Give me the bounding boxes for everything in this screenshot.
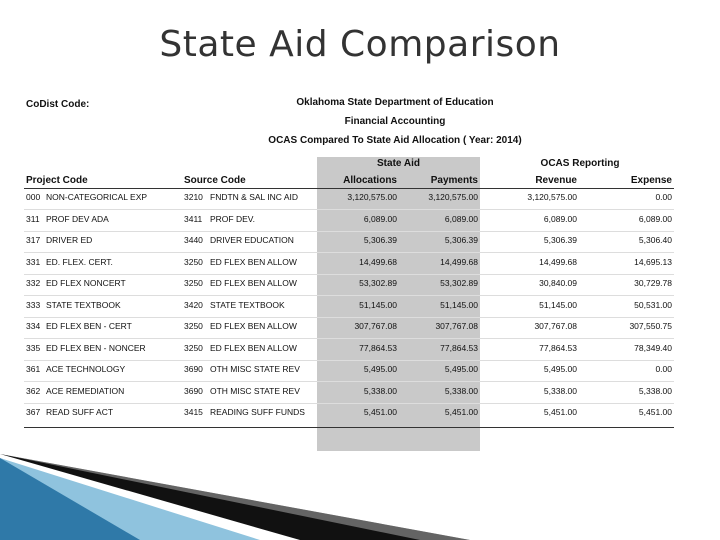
- col-revenue: Revenue: [535, 175, 577, 186]
- project-code-cell: 332: [26, 278, 41, 288]
- col-source-code: Source Code: [184, 175, 246, 186]
- expense-cell: 0.00: [655, 364, 672, 374]
- row-separator: [24, 209, 674, 210]
- project-code-cell: 367: [26, 407, 41, 417]
- row-separator: [24, 381, 674, 382]
- table-row: [0, 386, 720, 400]
- table-row: [0, 321, 720, 335]
- project-code-cell: 311: [26, 213, 40, 224]
- source-name-cell: STATE TEXTBOOK: [210, 299, 285, 310]
- source-code-cell: 3415: [184, 407, 203, 417]
- expense-cell: 78,349.40: [634, 342, 672, 353]
- report-header-department: Financial Accounting: [344, 116, 446, 127]
- codist-label: CoDist Code:: [26, 99, 90, 110]
- project-code-cell: 334: [26, 321, 41, 331]
- table-row: [0, 300, 720, 314]
- revenue-cell: 5,495.00: [543, 364, 577, 374]
- allocation-cell: 51,145.00: [359, 299, 397, 310]
- revenue-cell: 5,338.00: [543, 385, 577, 396]
- source-code-cell: 3250: [184, 278, 203, 288]
- source-name-cell: OTH MISC STATE REV: [210, 385, 300, 396]
- project-code-cell: 317: [26, 235, 41, 245]
- group-ocas-reporting: OCAS Reporting: [540, 158, 620, 169]
- revenue-cell: 77,864.53: [539, 342, 577, 353]
- payment-cell: 5,306.39: [444, 235, 478, 245]
- payment-cell: 5,495.00: [444, 364, 478, 374]
- expense-cell: 307,550.75: [629, 321, 672, 331]
- source-code-cell: 3250: [184, 342, 203, 353]
- source-name-cell: ED FLEX BEN ALLOW: [210, 256, 297, 267]
- source-code-cell: 3250: [184, 321, 203, 331]
- payment-cell: 5,451.00: [444, 407, 478, 417]
- project-code-cell: 335: [26, 342, 41, 353]
- payment-cell: 53,302.89: [440, 278, 478, 288]
- allocation-cell: 14,499.68: [359, 256, 397, 267]
- row-separator: [24, 403, 674, 404]
- project-name-cell: ACE TECHNOLOGY: [46, 364, 126, 374]
- expense-cell: 50,531.00: [634, 299, 672, 310]
- header-rule: [24, 188, 674, 189]
- payment-cell: 77,864.53: [440, 342, 478, 353]
- source-name-cell: ED FLEX BEN ALLOW: [210, 278, 297, 288]
- row-separator: [24, 231, 674, 232]
- expense-cell: 0.00: [655, 192, 672, 202]
- project-name-cell: PROF DEV ADA: [46, 213, 109, 224]
- revenue-cell: 51,145.00: [539, 299, 577, 310]
- payment-cell: 307,767.08: [435, 321, 478, 331]
- revenue-cell: 5,306.39: [543, 235, 577, 245]
- payment-cell: 51,145.00: [440, 299, 478, 310]
- col-allocations: Allocations: [343, 175, 397, 186]
- project-code-cell: 361: [26, 364, 41, 374]
- source-name-cell: READING SUFF FUNDS: [210, 407, 305, 417]
- table-bottom-rule: [24, 427, 674, 428]
- group-state-aid: State Aid: [377, 158, 420, 169]
- table-row: [0, 214, 720, 228]
- allocation-cell: 3,120,575.00: [347, 192, 397, 202]
- report-header-agency: Oklahoma State Department of Education: [296, 97, 494, 108]
- allocation-cell: 5,495.00: [363, 364, 397, 374]
- row-separator: [24, 317, 674, 318]
- source-name-cell: ED FLEX BEN ALLOW: [210, 342, 297, 353]
- project-name-cell: DRIVER ED: [46, 235, 93, 245]
- project-name-cell: ED FLEX BEN - NONCER: [46, 342, 146, 353]
- allocation-cell: 5,338.00: [363, 385, 397, 396]
- table-row: [0, 407, 720, 421]
- table-row: [0, 257, 720, 271]
- source-code-cell: 3440: [184, 235, 203, 245]
- project-code-cell: 333: [26, 299, 41, 310]
- col-expense: Expense: [630, 175, 672, 186]
- project-name-cell: STATE TEXTBOOK: [46, 299, 121, 310]
- source-code-cell: 3690: [184, 364, 203, 374]
- expense-cell: 5,306.40: [638, 235, 672, 245]
- project-name-cell: NON-CATEGORICAL EXP: [46, 192, 148, 202]
- expense-cell: 5,338.00: [638, 385, 672, 396]
- revenue-cell: 3,120,575.00: [527, 192, 577, 202]
- project-code-cell: 331: [26, 256, 41, 267]
- row-separator: [24, 338, 674, 339]
- allocation-cell: 307,767.08: [354, 321, 397, 331]
- corner-decoration: [0, 450, 720, 540]
- allocation-cell: 5,451.00: [363, 407, 397, 417]
- table-row: [0, 343, 720, 357]
- col-payments: Payments: [430, 175, 478, 186]
- source-code-cell: 3420: [184, 299, 203, 310]
- table-row: [0, 364, 720, 378]
- source-code-cell: 3250: [184, 256, 203, 267]
- row-separator: [24, 252, 674, 253]
- revenue-cell: 6,089.00: [543, 213, 577, 224]
- allocation-cell: 5,306.39: [363, 235, 397, 245]
- project-name-cell: ACE REMEDIATION: [46, 385, 125, 396]
- payment-cell: 14,499.68: [440, 256, 478, 267]
- source-code-cell: 3210: [184, 192, 203, 202]
- source-name-cell: ED FLEX BEN ALLOW: [210, 321, 297, 331]
- source-name-cell: FNDTN & SAL INC AID: [210, 192, 299, 202]
- report-header-title: OCAS Compared To State Aid Allocation ( Year: 2014): [268, 135, 522, 146]
- row-separator: [24, 295, 674, 296]
- expense-cell: 5,451.00: [638, 407, 672, 417]
- table-row: [0, 235, 720, 249]
- expense-cell: 30,729.78: [634, 278, 672, 288]
- source-name-cell: PROF DEV.: [210, 213, 256, 224]
- allocation-cell: 77,864.53: [359, 342, 397, 353]
- slide-title: State Aid Comparison: [159, 24, 561, 65]
- payment-cell: 3,120,575.00: [428, 192, 478, 202]
- col-project-code: Project Code: [26, 175, 88, 186]
- project-name-cell: ED FLEX NONCERT: [46, 278, 126, 288]
- table-row: [0, 192, 720, 206]
- revenue-cell: 30,840.09: [539, 278, 577, 288]
- project-name-cell: READ SUFF ACT: [46, 407, 114, 417]
- source-name-cell: DRIVER EDUCATION: [210, 235, 294, 245]
- project-code-cell: 362: [26, 385, 41, 396]
- expense-cell: 14,695.13: [634, 256, 672, 267]
- payment-cell: 5,338.00: [444, 385, 478, 396]
- source-code-cell: 3411: [184, 213, 203, 224]
- source-name-cell: OTH MISC STATE REV: [210, 364, 300, 374]
- revenue-cell: 14,499.68: [539, 256, 577, 267]
- revenue-cell: 5,451.00: [543, 407, 577, 417]
- table-row: [0, 278, 720, 292]
- project-name-cell: ED. FLEX. CERT.: [46, 256, 113, 267]
- project-name-cell: ED FLEX BEN - CERT: [46, 321, 132, 331]
- project-code-cell: 000: [26, 192, 41, 202]
- source-code-cell: 3690: [184, 385, 203, 396]
- allocation-cell: 6,089.00: [363, 213, 397, 224]
- expense-cell: 6,089.00: [638, 213, 672, 224]
- payment-cell: 6,089.00: [444, 213, 478, 224]
- row-separator: [24, 360, 674, 361]
- row-separator: [24, 274, 674, 275]
- revenue-cell: 307,767.08: [534, 321, 577, 331]
- allocation-cell: 53,302.89: [359, 278, 397, 288]
